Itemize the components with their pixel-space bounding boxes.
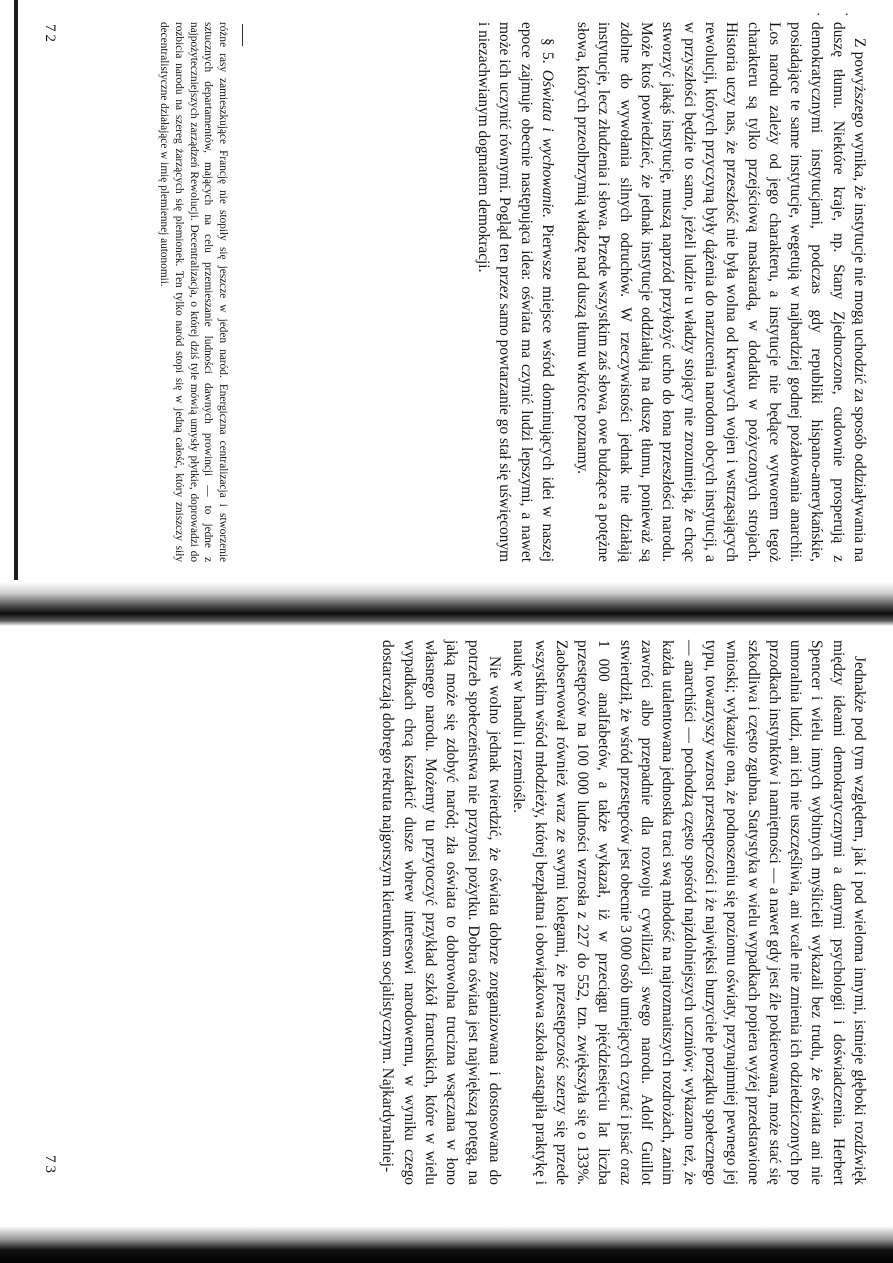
book-binding-shadow xyxy=(0,582,893,626)
page-number: 73 xyxy=(42,1155,58,1176)
page-number: 72 xyxy=(42,24,58,45)
footnote-rule xyxy=(242,24,243,46)
page-73-main-column xyxy=(377,640,870,1185)
section-5-paragraph xyxy=(473,22,558,562)
section-number: § 5. xyxy=(538,38,556,64)
footnote xyxy=(156,22,230,562)
footnote-text: różne rasy zamieszkujące Francję nie stopiły się jeszcze w jeden naród. Energiczna centralizacja i stworzenie sztucznych departamentów, mających na celu przemieszanie ludności dawnych prowincji — to jedne z najpożyteczniejszych zarządzeń Rewolucji. Decentralizacja, o której dziś tyle mówią umysły płytkie, doprowadzi do rozbicia narodu na szereg żarzących się plemionek. Ten tylko naród stopi się w jedną całość, który zniszczy siły decentralistyczne działające w imię plemiennej autonomii. xyxy=(158,22,229,562)
page-72 xyxy=(25,22,870,562)
paragraph-1: Jednakże pod tym względem, jak i pod wieloma innymi, istnieje głęboki rozdźwięk między ideami demokratycznymi a danymi psychologii i doświadczenia. Herbert Spencer i wielu innych wybitnych myślicieli wykazali bez trudu, że oświata ani nie umoralnia ludzi, ani ich nie uszczęśliwia, ani wcale nie zmienia ich odziedziczonych po przodkach instynktów i namiętności — a nawet gdy jest źle pokierowana, może stać się szkodliwa i często zgubna. Statystyka w wielu wypadkach popiera wyżej przedstawione wnioski; wykazuje ona, że podnoszeniu się poziomu oświaty, przynajmniej pewnego jej typu, towarzyszy wzrost przestępczości i że najwięksi burzyciele porządku społecznego — anarchiści — pochodzą często spośród najzdolniejszych uczniów; wykazano też, że każda utalentowana jednostka traci swą młodość na najrozmaitszych rozdrożach, zanim zawróci albo przepadnie dla rozwoju cywilizacji swego narodu. Adolf Guillot stwierdził, że wśród przestępców jest obecnie 3 000 osób umiejących czytać i pisać oraz 1 000 analfabetów, a także wykazał, iż w przeciągu pięćdziesięciu lat liczba przestępców na 100 000 ludności wzrosła z 227 do 552, tzn. zwiększyła się o 133%. Zaobserwował również wraz ze swymi kolegami, że przestępczość szerzy się przede wszystkim wśród młodzieży, której bezpłatna i obowiązkowa szkoła zastąpiła praktykę i naukę w handlu i rzemiośle. xyxy=(510,640,868,1185)
scan-marks: · · xyxy=(816,8,859,23)
page-73 xyxy=(25,640,870,1185)
section-text: Pierwsze miejsce wśród dominujących idei w naszej epoce zajmuje obecnie następująca idea: oświata ma czynić ludzi lepszymi, a nawet może ich uczynić równymi. Pogląd ten przez samo powtarzanie go stał się uświęconym i niezachwianym dogmatem demokracji. xyxy=(474,22,556,562)
page-72-main-column xyxy=(473,22,870,562)
section-title: Oświata i wychowanie. xyxy=(538,69,556,218)
paragraph-2: Nie wolno jednak twierdzić, że oświata dobrze zorganizowana i dostosowana do potrzeb społeczeństwa nie przynosi pożytku. Dobra oświata jest największą potęgą, na jaką może się zdobyć naród; zła oświata to dobrowolna trucizna wsączana w łono własnego narodu. Możemy tu przytoczyć przykład szkół francuskich, które w wielu wypadkach chcą kształcić dusze wbrew interesowi narodowemu, w wyniku czego dostarczają dobrego rekruta najgorszym kierunkom socjalistycznym. Najkardynalniej- xyxy=(379,640,503,1185)
scan-left-edge xyxy=(14,0,18,580)
scan-bottom-edge xyxy=(0,1226,893,1263)
main-paragraph: Z powyższego wynika, że instytucje nie mogą uchodzić za sposób oddziaływania na duszę tłumu. Niektóre kraje, np. Stany Zjednoczone, cudownie prosperują z demokratycznymi instytucjami, podczas gdy republiki hispano-amerykańskie, posiadające te same instytucje, wegetują w najbardziej godnej pożałowania anarchii. Los narodu zależy od jego charakteru, a instytucje nie będące wytworem tegoż charakteru są tylko przejściową maskaradą, w dodatku w pożyczonych strojach. Historia uczy nas, że przeszłość nie była wolna od krwawych wojen i wstrząsających rewolucji, których przyczyną były dążenia do narzucenia narodom obcych instytucji, a w przyszłości będzie to samo, jeżeli ludzie u władzy stojący nie zrozumieją, że chcąc stworzyć jakąś instytucję, muszą naprzód przyłożyć ucho do łona przeszłości narodu. Może ktoś powiedzieć, że jednak instytucje oddziałują na duszę tłumu, ponieważ są zdolne do wywołania silnych odruchów. W rzeczywistości jednak nie działają instytucje, lecz złudzenia i słowa. Przede wszystkim zaś słowa, owe budzące a potężne słowa, których przeolbrzymią władzę nad duszą tłumu wkrótce poznamy. xyxy=(574,22,868,562)
